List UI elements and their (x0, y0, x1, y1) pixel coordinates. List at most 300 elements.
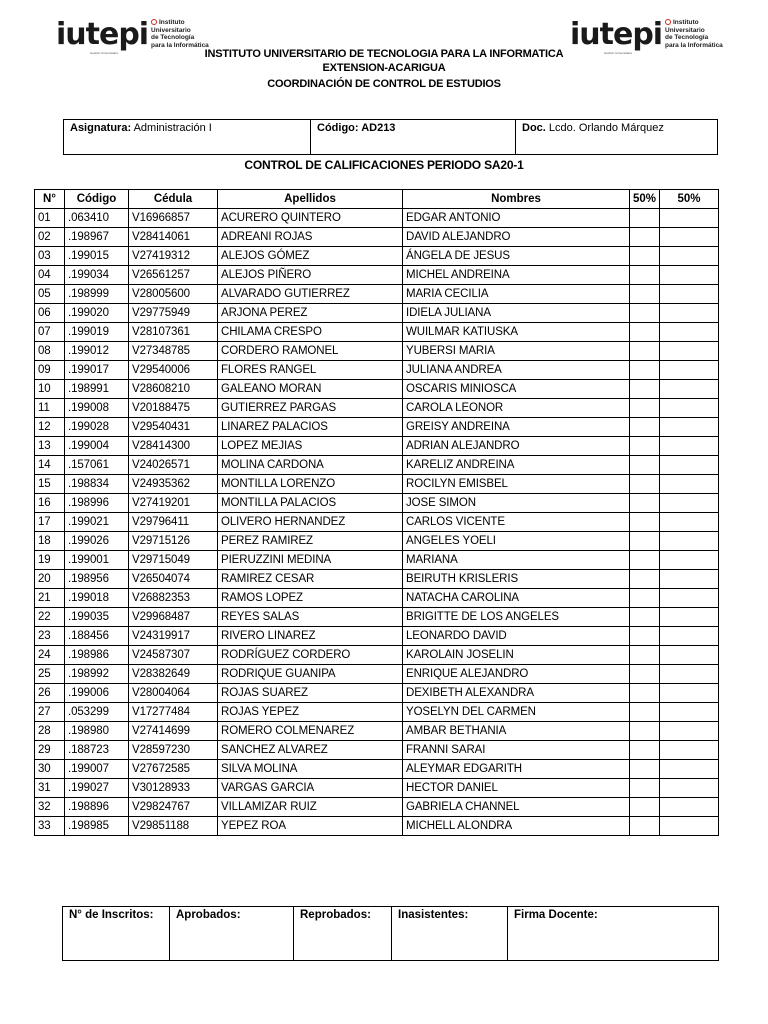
student-names: NATACHA CAROLINA (403, 589, 630, 608)
student-id: V28597230 (129, 741, 218, 760)
grade-cell[interactable] (660, 779, 719, 798)
grade-cell[interactable] (660, 646, 719, 665)
student-id: V29968487 (129, 608, 218, 627)
student-code: .199034 (65, 266, 129, 285)
row-number: 28 (35, 722, 65, 741)
student-surnames: VILLAMIZAR RUIZ (218, 798, 403, 817)
row-number: 12 (35, 418, 65, 437)
student-code: .199008 (65, 399, 129, 418)
student-code: .199018 (65, 589, 129, 608)
row-number: 23 (35, 627, 65, 646)
inasistentes-cell: Inasistentes: (392, 907, 508, 960)
student-code: .053299 (65, 703, 129, 722)
student-code: .198980 (65, 722, 129, 741)
logo-institute-text: Instituto Universitario de Tecnología para la Informática (151, 19, 209, 49)
student-id: V28004064 (129, 684, 218, 703)
student-id: V28005600 (129, 285, 218, 304)
student-code: .198834 (65, 475, 129, 494)
student-code: .188456 (65, 627, 129, 646)
student-id: V29796411 (129, 513, 218, 532)
col-header-nombres: Nombres (403, 190, 630, 209)
student-code: .199028 (65, 418, 129, 437)
student-id: V27414699 (129, 722, 218, 741)
aprobados-cell: Aprobados: (170, 907, 294, 960)
row-number: 03 (35, 247, 65, 266)
student-code: .199021 (65, 513, 129, 532)
grade-cell[interactable] (660, 361, 719, 380)
grade-cell[interactable] (660, 722, 719, 741)
table-row (35, 817, 719, 836)
grade-cell[interactable] (660, 665, 719, 684)
student-names: IDIELA JULIANA (403, 304, 630, 323)
row-number: 02 (35, 228, 65, 247)
grade-cell[interactable] (660, 209, 719, 228)
student-names: FRANNI SARAI (403, 741, 630, 760)
student-names: ANGELES YOELI (403, 532, 630, 551)
logo-ring-icon (665, 19, 671, 25)
row-number: 21 (35, 589, 65, 608)
student-id: V20188475 (129, 399, 218, 418)
student-id: V30128933 (129, 779, 218, 798)
student-surnames: ACURERO QUINTERO (218, 209, 403, 228)
student-id: V27419312 (129, 247, 218, 266)
row-number: 05 (35, 285, 65, 304)
table-row (35, 513, 719, 532)
asignatura-cell (64, 120, 311, 154)
grade-cell[interactable] (630, 323, 660, 342)
student-surnames: ROJAS YEPEZ (218, 703, 403, 722)
student-code: .188723 (65, 741, 129, 760)
student-surnames: REYES SALAS (218, 608, 403, 627)
row-number: 19 (35, 551, 65, 570)
row-number: 01 (35, 209, 65, 228)
student-surnames: PIERUZZINI MEDINA (218, 551, 403, 570)
student-names: MARIA CECILIA (403, 285, 630, 304)
table-row (35, 323, 719, 342)
doc-label: Doc. (522, 122, 546, 134)
student-names: GABRIELA CHANNEL (403, 798, 630, 817)
grade-cell[interactable] (630, 285, 660, 304)
grade-cell[interactable] (630, 304, 660, 323)
student-surnames: PEREZ RAMIREZ (218, 532, 403, 551)
grade-cell[interactable] (630, 741, 660, 760)
row-number: 06 (35, 304, 65, 323)
reprobados-cell: Reprobados: (294, 907, 392, 960)
student-names: YUBERSI MARIA (403, 342, 630, 361)
grade-cell[interactable] (660, 589, 719, 608)
grade-cell[interactable] (630, 760, 660, 779)
student-names: MICHELL ALONDRA (403, 817, 630, 836)
logo-tagline: Gestión Universitaria (90, 51, 118, 55)
table-row (35, 646, 719, 665)
col-header-number: N° (35, 190, 65, 209)
student-surnames: CORDERO RAMONEL (218, 342, 403, 361)
student-code: .198999 (65, 285, 129, 304)
row-number: 25 (35, 665, 65, 684)
grade-cell[interactable] (660, 817, 719, 836)
student-surnames: GUTIERREZ PARGAS (218, 399, 403, 418)
student-id: V24319917 (129, 627, 218, 646)
grade-cell[interactable] (630, 703, 660, 722)
student-surnames: OLIVERO HERNANDEZ (218, 513, 403, 532)
student-surnames: RAMOS LOPEZ (218, 589, 403, 608)
student-code: .199026 (65, 532, 129, 551)
student-id: V24935362 (129, 475, 218, 494)
grade-cell[interactable] (660, 418, 719, 437)
grade-cell[interactable] (660, 323, 719, 342)
student-surnames: GALEANO MORAN (218, 380, 403, 399)
sheet-title: CONTROL DE CALIFICACIONES PERIODO SA20-1 (244, 158, 524, 172)
grade-cell[interactable] (630, 532, 660, 551)
row-number: 26 (35, 684, 65, 703)
row-number: 15 (35, 475, 65, 494)
grade-cell[interactable] (630, 551, 660, 570)
row-number: 27 (35, 703, 65, 722)
grade-cell[interactable] (630, 361, 660, 380)
table-row (35, 361, 719, 380)
doc-cell (516, 120, 717, 154)
grade-cell[interactable] (660, 342, 719, 361)
row-number: 07 (35, 323, 65, 342)
grade-cell[interactable] (660, 266, 719, 285)
student-id: V28382649 (129, 665, 218, 684)
table-row (35, 589, 719, 608)
table-row (35, 228, 719, 247)
table-header-row (35, 190, 719, 209)
table-row (35, 475, 719, 494)
table-row (35, 665, 719, 684)
student-names: CARLOS VICENTE (403, 513, 630, 532)
row-number: 18 (35, 532, 65, 551)
table-row (35, 304, 719, 323)
student-surnames: RODRÍGUEZ CORDERO (218, 646, 403, 665)
grade-cell[interactable] (630, 418, 660, 437)
student-surnames: MOLINA CARDONA (218, 456, 403, 475)
student-id: V29715049 (129, 551, 218, 570)
grade-cell[interactable] (630, 608, 660, 627)
student-code: .198986 (65, 646, 129, 665)
student-surnames: ALEJOS GÓMEZ (218, 247, 403, 266)
student-names: AMBAR BETHANIA (403, 722, 630, 741)
logo-tagline: Gestión Universitaria (604, 51, 632, 55)
grade-cell[interactable] (660, 513, 719, 532)
grade-cell[interactable] (660, 304, 719, 323)
grade-cell[interactable] (630, 209, 660, 228)
student-id: V27672585 (129, 760, 218, 779)
row-number: 13 (35, 437, 65, 456)
firma-docente-cell: Firma Docente: (514, 909, 598, 921)
student-surnames: VARGAS GARCIA (218, 779, 403, 798)
student-names: MARIANA (403, 551, 630, 570)
student-code: .199020 (65, 304, 129, 323)
table-row (35, 247, 719, 266)
codigo-cell (311, 120, 516, 154)
student-surnames: ALEJOS PIÑERO (218, 266, 403, 285)
student-surnames: YEPEZ ROA (218, 817, 403, 836)
inscritos-cell: N° de Inscritos: (63, 907, 170, 960)
student-surnames: ALVARADO GUTIERREZ (218, 285, 403, 304)
grade-cell[interactable] (630, 665, 660, 684)
student-names: DEXIBETH ALEXANDRA (403, 684, 630, 703)
student-surnames: ROJAS SUAREZ (218, 684, 403, 703)
grade-cell[interactable] (660, 380, 719, 399)
student-names: HECTOR DANIEL (403, 779, 630, 798)
student-names: JOSE SIMON (403, 494, 630, 513)
student-id: V29824767 (129, 798, 218, 817)
student-code: .199001 (65, 551, 129, 570)
student-names: WUILMAR KATIUSKA (403, 323, 630, 342)
grade-cell[interactable] (660, 399, 719, 418)
student-code: .198896 (65, 798, 129, 817)
student-id: V24587307 (129, 646, 218, 665)
student-code: .199017 (65, 361, 129, 380)
row-number: 11 (35, 399, 65, 418)
logo-institute-text: Instituto Universitario de Tecnología para la Informática (665, 19, 723, 49)
grade-cell[interactable] (660, 228, 719, 247)
grade-cell[interactable] (630, 266, 660, 285)
student-surnames: SANCHEZ ALVAREZ (218, 741, 403, 760)
department-title: COORDINACIÓN DE CONTROL DE ESTUDIOS (267, 78, 501, 90)
student-names: LEONARDO DAVID (403, 627, 630, 646)
student-names: CAROLA LEONOR (403, 399, 630, 418)
student-code: .198996 (65, 494, 129, 513)
student-code: .199019 (65, 323, 129, 342)
grade-cell[interactable] (630, 475, 660, 494)
grade-cell[interactable] (660, 608, 719, 627)
row-number: 24 (35, 646, 65, 665)
student-names: DAVID ALEJANDRO (403, 228, 630, 247)
logo-wordmark: iutepi (56, 17, 149, 52)
student-code: .199006 (65, 684, 129, 703)
table-row (35, 779, 719, 798)
student-id: V24026571 (129, 456, 218, 475)
student-id: V29540006 (129, 361, 218, 380)
grade-cell[interactable] (660, 741, 719, 760)
summary-footer (62, 906, 719, 961)
student-surnames: LOPEZ MEJIAS (218, 437, 403, 456)
table-row (35, 760, 719, 779)
table-row (35, 798, 719, 817)
codigo-label: Código: AD213 (317, 122, 396, 134)
table-row (35, 418, 719, 437)
grade-cell[interactable] (630, 399, 660, 418)
table-row (35, 703, 719, 722)
student-surnames: ROMERO COLMENAREZ (218, 722, 403, 741)
student-surnames: FLORES RANGEL (218, 361, 403, 380)
table-row (35, 266, 719, 285)
grade-cell[interactable] (660, 247, 719, 266)
student-surnames: MONTILLA LORENZO (218, 475, 403, 494)
grade-cell[interactable] (630, 684, 660, 703)
grade-cell[interactable] (660, 627, 719, 646)
student-names: KARELIZ ANDREINA (403, 456, 630, 475)
grade-cell[interactable] (630, 513, 660, 532)
student-names: JULIANA ANDREA (403, 361, 630, 380)
grade-cell[interactable] (630, 646, 660, 665)
student-code: .199004 (65, 437, 129, 456)
row-number: 29 (35, 741, 65, 760)
grade-cell[interactable] (630, 779, 660, 798)
grades-body (35, 209, 719, 836)
col-header-grade-1: 50% (630, 190, 660, 209)
student-id: V29715126 (129, 532, 218, 551)
grade-cell[interactable] (630, 589, 660, 608)
student-code: .198967 (65, 228, 129, 247)
row-number: 08 (35, 342, 65, 361)
grade-cell[interactable] (630, 817, 660, 836)
student-code: .198956 (65, 570, 129, 589)
grade-cell[interactable] (660, 684, 719, 703)
student-id: V29540431 (129, 418, 218, 437)
student-code: .198992 (65, 665, 129, 684)
student-names: BRIGITTE DE LOS ANGELES (403, 608, 630, 627)
grades-table (34, 189, 719, 836)
grade-cell[interactable] (630, 437, 660, 456)
student-id: V28414061 (129, 228, 218, 247)
student-names: GREISY ANDREINA (403, 418, 630, 437)
grade-cell[interactable] (660, 551, 719, 570)
grade-cell[interactable] (660, 798, 719, 817)
col-header-grade-2: 50% (660, 190, 719, 209)
col-header-apellidos: Apellidos (218, 190, 403, 209)
student-id: V26882353 (129, 589, 218, 608)
student-surnames: ARJONA PEREZ (218, 304, 403, 323)
grade-cell[interactable] (660, 456, 719, 475)
student-code: .199015 (65, 247, 129, 266)
col-header-codigo: Código (65, 190, 129, 209)
row-number: 20 (35, 570, 65, 589)
row-number: 16 (35, 494, 65, 513)
table-row (35, 380, 719, 399)
logo-wordmark: iutepi (570, 17, 663, 52)
student-surnames: RAMIREZ CESAR (218, 570, 403, 589)
table-row (35, 209, 719, 228)
student-names: KAROLAIN JOSELIN (403, 646, 630, 665)
student-names: ADRIAN ALEJANDRO (403, 437, 630, 456)
table-row (35, 437, 719, 456)
row-number: 31 (35, 779, 65, 798)
institution-title: INSTITUTO UNIVERSITARIO DE TECNOLOGIA PARA LA INFORMATICA (204, 48, 564, 60)
student-id: V28414300 (129, 437, 218, 456)
grade-cell[interactable] (660, 703, 719, 722)
row-number: 22 (35, 608, 65, 627)
col-header-cedula: Cédula (129, 190, 218, 209)
table-row (35, 741, 719, 760)
student-id: V27419201 (129, 494, 218, 513)
student-id: V28107361 (129, 323, 218, 342)
student-surnames: RIVERO LINAREZ (218, 627, 403, 646)
table-row (35, 494, 719, 513)
student-id: V27348785 (129, 342, 218, 361)
grade-cell[interactable] (630, 627, 660, 646)
student-id: V16966857 (129, 209, 218, 228)
row-number: 10 (35, 380, 65, 399)
grade-cell[interactable] (630, 456, 660, 475)
grade-cell[interactable] (630, 380, 660, 399)
student-id: V29851188 (129, 817, 218, 836)
table-row (35, 285, 719, 304)
table-row (35, 570, 719, 589)
row-number: 04 (35, 266, 65, 285)
row-number: 09 (35, 361, 65, 380)
student-names: MICHEL ANDREINA (403, 266, 630, 285)
row-number: 14 (35, 456, 65, 475)
student-surnames: CHILAMA CRESPO (218, 323, 403, 342)
grade-cell[interactable] (630, 798, 660, 817)
grade-cell[interactable] (630, 570, 660, 589)
table-row (35, 684, 719, 703)
table-row (35, 456, 719, 475)
student-names: ENRIQUE ALEJANDRO (403, 665, 630, 684)
course-info-box (63, 119, 718, 155)
grade-cell[interactable] (630, 342, 660, 361)
student-code: .198985 (65, 817, 129, 836)
row-number: 17 (35, 513, 65, 532)
table-row (35, 532, 719, 551)
student-surnames: RODRIQUE GUANIPA (218, 665, 403, 684)
row-number: 30 (35, 760, 65, 779)
doc-value: Lcdo. Orlando Márquez (548, 122, 664, 134)
row-number: 33 (35, 817, 65, 836)
grade-cell[interactable] (660, 760, 719, 779)
student-names: ALEYMAR EDGARITH (403, 760, 630, 779)
grade-cell[interactable] (630, 494, 660, 513)
logo-ring-icon (151, 19, 157, 25)
student-names: BEIRUTH KRISLERIS (403, 570, 630, 589)
student-surnames: ADREANI ROJAS (218, 228, 403, 247)
grade-cell[interactable] (630, 722, 660, 741)
student-names: ROCILYN EMISBEL (403, 475, 630, 494)
table-row (35, 722, 719, 741)
grade-cell[interactable] (660, 494, 719, 513)
grade-cell[interactable] (660, 475, 719, 494)
asignatura-label: Asignatura: (70, 122, 132, 134)
table-row (35, 608, 719, 627)
student-surnames: LINAREZ PALACIOS (218, 418, 403, 437)
student-code: .198991 (65, 380, 129, 399)
student-surnames: SILVA MOLINA (218, 760, 403, 779)
student-names: YOSELYN DEL CARMEN (403, 703, 630, 722)
grade-cell[interactable] (660, 285, 719, 304)
grade-cell[interactable] (630, 228, 660, 247)
grade-cell[interactable] (630, 247, 660, 266)
student-code: .199012 (65, 342, 129, 361)
student-id: V26504074 (129, 570, 218, 589)
student-names: OSCARIS MINIOSCA (403, 380, 630, 399)
table-row (35, 551, 719, 570)
student-id: V29775949 (129, 304, 218, 323)
student-surnames: MONTILLA PALACIOS (218, 494, 403, 513)
table-row (35, 627, 719, 646)
student-code: .199007 (65, 760, 129, 779)
student-id: V17277484 (129, 703, 218, 722)
asignatura-value: Administración I (133, 122, 212, 134)
table-row (35, 399, 719, 418)
student-names: EDGAR ANTONIO (403, 209, 630, 228)
student-code: .157061 (65, 456, 129, 475)
row-number: 32 (35, 798, 65, 817)
student-code: .199035 (65, 608, 129, 627)
grade-cell[interactable] (660, 532, 719, 551)
student-code: .063410 (65, 209, 129, 228)
grade-cell[interactable] (660, 437, 719, 456)
student-names: ÁNGELA DE JESUS (403, 247, 630, 266)
table-row (35, 342, 719, 361)
student-id: V26561257 (129, 266, 218, 285)
grade-cell[interactable] (660, 570, 719, 589)
student-id: V28608210 (129, 380, 218, 399)
extension-title: EXTENSION-ACARIGUA (322, 62, 446, 74)
